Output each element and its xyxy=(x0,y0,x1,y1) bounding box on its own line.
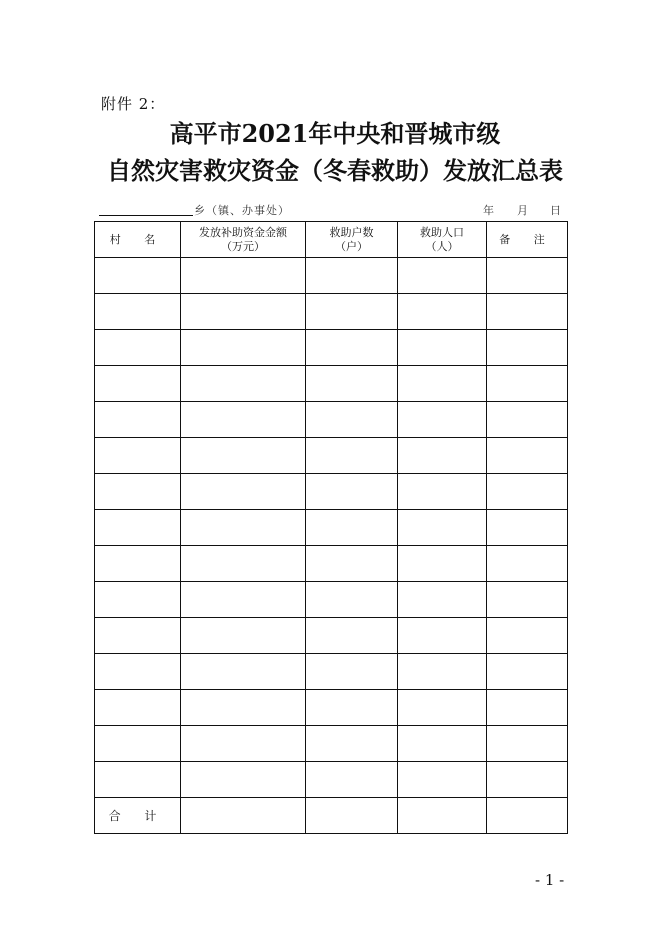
village-name-cell[interactable] xyxy=(95,438,181,474)
table-row xyxy=(95,546,568,582)
population-cell[interactable] xyxy=(398,546,487,582)
population-cell[interactable] xyxy=(398,654,487,690)
household-count-cell[interactable] xyxy=(306,654,398,690)
subsidy-amount-cell[interactable] xyxy=(181,546,306,582)
total-remarks-cell[interactable] xyxy=(487,798,568,834)
population-cell[interactable] xyxy=(398,474,487,510)
subsidy-amount-cell[interactable] xyxy=(181,582,306,618)
household-count-cell[interactable] xyxy=(306,402,398,438)
household-count-cell[interactable] xyxy=(306,582,398,618)
table-row xyxy=(95,654,568,690)
table-row xyxy=(95,294,568,330)
subsidy-amount-cell[interactable] xyxy=(181,294,306,330)
village-name-cell[interactable] xyxy=(95,510,181,546)
date-day-label: 日 xyxy=(550,204,561,217)
village-name-cell[interactable] xyxy=(95,726,181,762)
header-label: 备 注 xyxy=(499,232,555,246)
village-name-cell[interactable] xyxy=(95,762,181,798)
header-unit: （户） xyxy=(335,239,368,253)
population-cell[interactable] xyxy=(398,366,487,402)
township-label: 乡（镇、办事处） xyxy=(194,204,290,217)
subsidy-amount-cell[interactable] xyxy=(181,438,306,474)
subsidy-amount-cell[interactable] xyxy=(181,258,306,294)
population-cell[interactable] xyxy=(398,582,487,618)
header-label: 村 名 xyxy=(109,232,166,246)
household-count-cell[interactable] xyxy=(306,258,398,294)
table-row xyxy=(95,618,568,654)
village-name-cell[interactable] xyxy=(95,690,181,726)
relief-summary-table xyxy=(94,221,568,834)
header-population xyxy=(398,222,487,258)
population-cell[interactable] xyxy=(398,294,487,330)
remarks-cell[interactable] xyxy=(487,294,568,330)
township-blank-line xyxy=(99,215,193,216)
header-label: 发放补助资金金额 xyxy=(199,225,287,239)
total-household-cell[interactable] xyxy=(306,798,398,834)
subsidy-amount-cell[interactable] xyxy=(181,654,306,690)
village-name-cell[interactable] xyxy=(95,546,181,582)
household-count-cell[interactable] xyxy=(306,294,398,330)
subsidy-amount-cell[interactable] xyxy=(181,618,306,654)
village-name-cell[interactable] xyxy=(95,582,181,618)
table-header-row xyxy=(95,222,568,258)
table-body xyxy=(95,258,568,798)
date-year-label: 年 xyxy=(483,204,494,217)
remarks-cell[interactable] xyxy=(487,654,568,690)
population-cell[interactable] xyxy=(398,510,487,546)
table-row xyxy=(95,438,568,474)
village-name-cell[interactable] xyxy=(95,330,181,366)
remarks-cell[interactable] xyxy=(487,726,568,762)
household-count-cell[interactable] xyxy=(306,546,398,582)
remarks-cell[interactable] xyxy=(487,438,568,474)
household-count-cell[interactable] xyxy=(306,366,398,402)
subsidy-amount-cell[interactable] xyxy=(181,762,306,798)
village-name-cell[interactable] xyxy=(95,258,181,294)
total-row xyxy=(95,798,568,834)
household-count-cell[interactable] xyxy=(306,510,398,546)
remarks-cell[interactable] xyxy=(487,618,568,654)
village-name-cell[interactable] xyxy=(95,294,181,330)
subsidy-amount-cell[interactable] xyxy=(181,330,306,366)
population-cell[interactable] xyxy=(398,762,487,798)
remarks-cell[interactable] xyxy=(487,762,568,798)
remarks-cell[interactable] xyxy=(487,366,568,402)
header-remarks xyxy=(487,222,568,258)
header-label: 救助户数 xyxy=(329,225,374,239)
table-row xyxy=(95,402,568,438)
table-row xyxy=(95,510,568,546)
header-village-name xyxy=(95,222,181,258)
remarks-cell[interactable] xyxy=(487,546,568,582)
header-subsidy-amount xyxy=(181,222,306,258)
population-cell[interactable] xyxy=(398,690,487,726)
attachment-label: 附件 2： xyxy=(101,95,166,113)
header-household-count xyxy=(306,222,398,258)
household-count-cell[interactable] xyxy=(306,330,398,366)
household-count-cell[interactable] xyxy=(306,690,398,726)
subheader-row xyxy=(97,201,567,219)
remarks-cell[interactable] xyxy=(487,258,568,294)
household-count-cell[interactable] xyxy=(306,474,398,510)
household-count-cell[interactable] xyxy=(306,438,398,474)
table-row xyxy=(95,582,568,618)
remarks-cell[interactable] xyxy=(487,402,568,438)
village-name-cell[interactable] xyxy=(95,618,181,654)
table-row xyxy=(95,330,568,366)
population-cell[interactable] xyxy=(398,330,487,366)
remarks-cell[interactable] xyxy=(487,582,568,618)
header-unit: （人） xyxy=(425,239,459,253)
remarks-cell[interactable] xyxy=(487,510,568,546)
village-name-cell[interactable] xyxy=(95,474,181,510)
subsidy-amount-cell[interactable] xyxy=(181,690,306,726)
subsidy-amount-cell[interactable] xyxy=(181,366,306,402)
population-cell[interactable] xyxy=(398,726,487,762)
total-subsidy-cell[interactable] xyxy=(181,798,306,834)
village-name-cell[interactable] xyxy=(95,402,181,438)
header-label: 救助人口 xyxy=(420,225,464,239)
population-cell[interactable] xyxy=(398,402,487,438)
total-population-cell[interactable] xyxy=(398,798,487,834)
household-count-cell[interactable] xyxy=(306,762,398,798)
village-name-cell[interactable] xyxy=(95,654,181,690)
remarks-cell[interactable] xyxy=(487,330,568,366)
page-number: - 1 - xyxy=(535,871,565,889)
date-month-label: 月 xyxy=(517,204,528,217)
header-unit: （万元） xyxy=(221,239,265,253)
population-cell[interactable] xyxy=(398,438,487,474)
table-row xyxy=(95,474,568,510)
household-count-cell[interactable] xyxy=(306,618,398,654)
document-title-line-2: 自然灾害救灾资金（冬春救助）发放汇总表 xyxy=(107,156,563,185)
subsidy-amount-cell[interactable] xyxy=(181,402,306,438)
table-row xyxy=(95,258,568,294)
table-row xyxy=(95,762,568,798)
table-row xyxy=(95,366,568,402)
table-row xyxy=(95,690,568,726)
total-label: 合 计 xyxy=(95,798,181,834)
table-row xyxy=(95,726,568,762)
subsidy-amount-cell[interactable] xyxy=(181,510,306,546)
subsidy-amount-cell[interactable] xyxy=(181,474,306,510)
village-name-cell[interactable] xyxy=(95,366,181,402)
population-cell[interactable] xyxy=(398,258,487,294)
remarks-cell[interactable] xyxy=(487,474,568,510)
population-cell[interactable] xyxy=(398,618,487,654)
remarks-cell[interactable] xyxy=(487,690,568,726)
document-title-line-1: 高平市2021年中央和晋城市级 xyxy=(169,119,501,148)
subsidy-amount-cell[interactable] xyxy=(181,726,306,762)
household-count-cell[interactable] xyxy=(306,726,398,762)
